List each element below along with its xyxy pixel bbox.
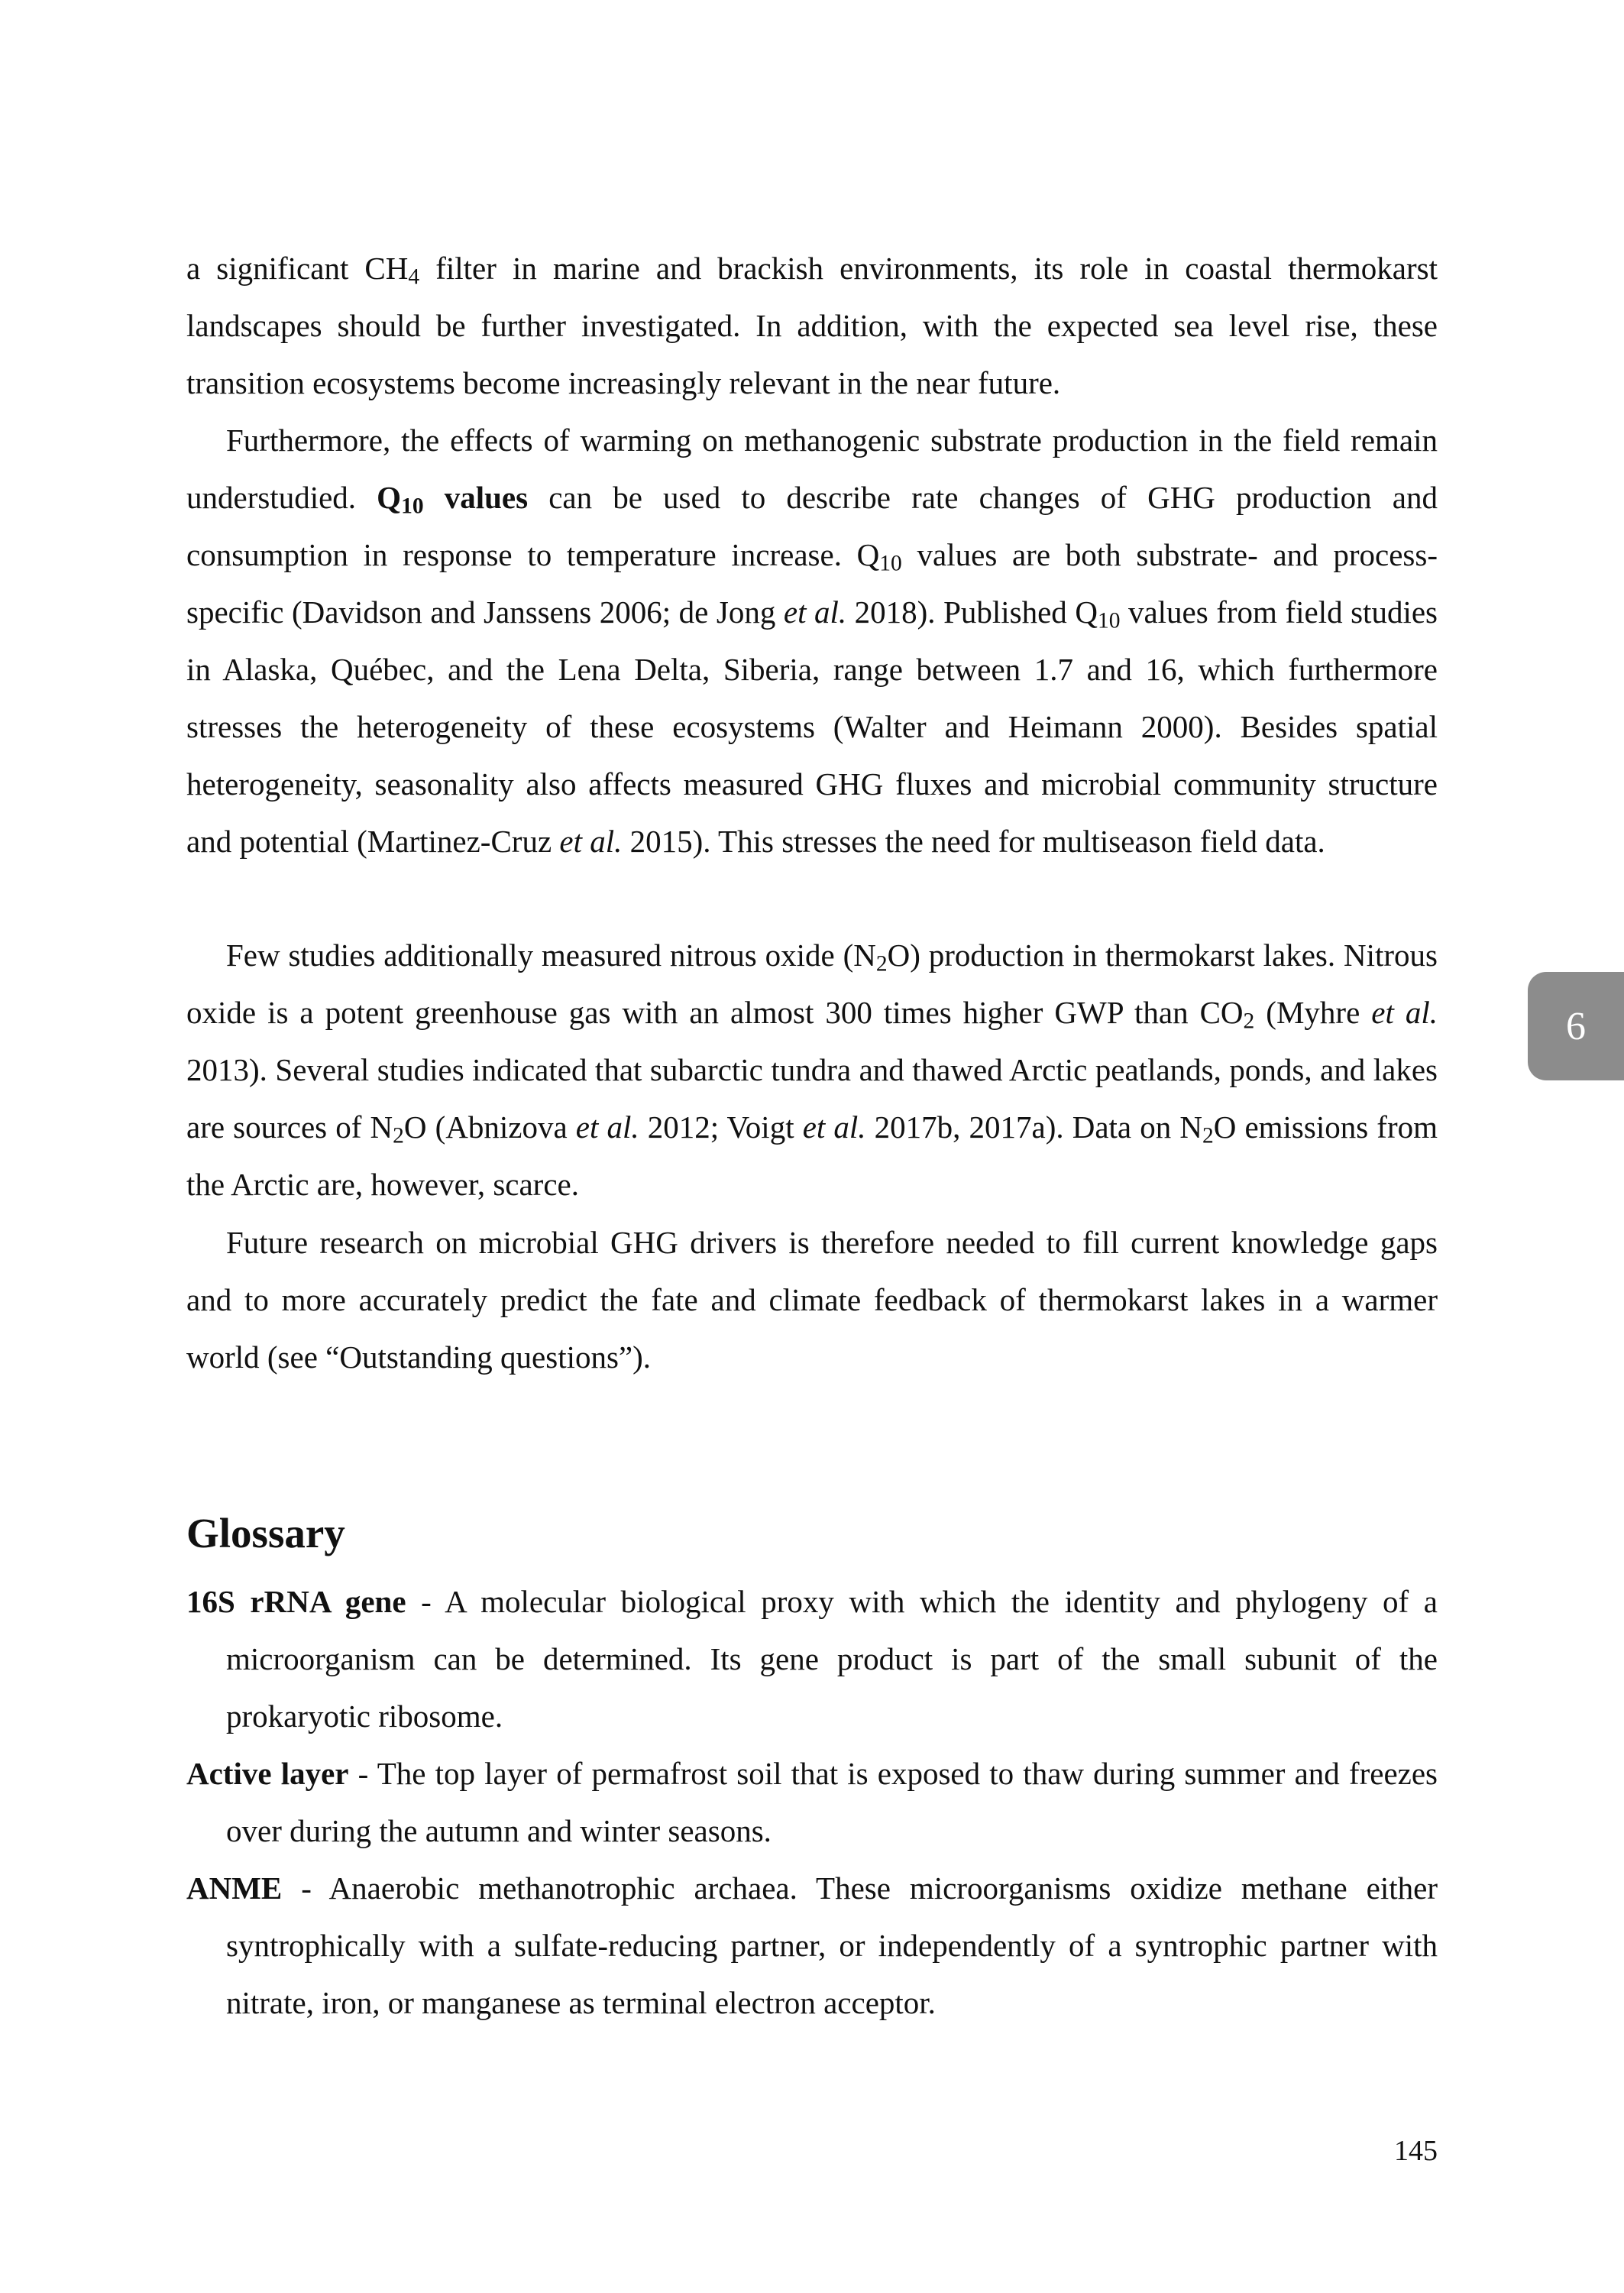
paragraph-4: Future research on microbial GHG drivers is therefore needed to fill current knowledge gaps and to more accurately predict the fate and climate feedback of thermokarst lakes in a warmer world (see “Outstanding questions”). (186, 1225, 1438, 1375)
q10-term (377, 480, 529, 519)
chapter-tab (1528, 972, 1624, 1080)
p2-text-f: 2018). Published Q (846, 594, 1098, 630)
p3-italic-f: et al. (1371, 995, 1438, 1030)
paragraph-1 (186, 240, 1438, 412)
p2-text-d: values are both substrate- and process-specific (Davidson and Janssens 2006; de Jong (186, 537, 1438, 630)
p2-text-h: values from field studies in Alaska, Québec, and the Lena Delta, Siberia, range between 1.7 and 16, which furthermore stresses the heterogeneity of these ecosystems (Walter and Heimann 2000). Besides spatial heterogeneity, seasonality also affects measured GHG fluxes and microbial community structure and potential (Martinez-Cruz (186, 594, 1438, 859)
glossary-term: ANME (186, 1870, 283, 1906)
p2-sub-c: 10 (879, 551, 902, 576)
glossary-list (186, 1573, 1438, 2032)
p3-text-c: O) production in thermokarst lakes. Nitrous oxide is a potent greenhouse gas with an almost 300 times higher GWP than CO (186, 938, 1438, 1030)
paragraph-3 (186, 927, 1438, 1213)
glossary-entry-16s (186, 1573, 1438, 1745)
p3-italic-j: et al. (575, 1109, 639, 1145)
p2-sub-g: 10 (1097, 608, 1121, 633)
p2-italic-e: et al. (783, 594, 847, 630)
p3-italic-l: et al. (802, 1109, 866, 1145)
p3-text-k: 2012; Voigt (639, 1109, 803, 1145)
paragraph-2-block (186, 412, 1438, 870)
p3-text-g: 2013). Several studies indicated that subarctic tundra and thawed Arctic peatlands, ponds, and lakes are sources of N (186, 1052, 1438, 1145)
glossary-heading: Glossary (186, 1510, 345, 1556)
chapter-number: 6 (1566, 1004, 1586, 1048)
paragraph-3-block (186, 927, 1438, 1213)
paragraph-2 (186, 412, 1438, 870)
glossary-entry-active-layer (186, 1745, 1438, 1860)
glossary-definition: - A molecular biological proxy with which the identity and phylogeny of a microorganism can be determined. Its gene product is part of the small subunit of the prokaryotic ribosome. (226, 1584, 1438, 1734)
q10-term-sub: 10 (401, 494, 424, 519)
glossary-term: 16S rRNA gene (186, 1584, 406, 1619)
p3-sub-n: 2 (1202, 1123, 1214, 1148)
p3-text-i: O (Abnizova (403, 1109, 576, 1145)
p3-text-m: 2017b, 2017a). Data on N (865, 1109, 1202, 1145)
p3-sub-h: 2 (393, 1123, 404, 1148)
p1-text-c: filter in marine and brackish environments, its role in coastal thermokarst landscapes should be further investigated. In addition, with the expected sea level rise, these transition ecosystems become increasingly relevant in the near future. (186, 251, 1438, 400)
p1-subscript: 4 (408, 264, 420, 290)
page-number: 145 (1394, 2135, 1438, 2167)
p3-sub-d: 2 (1243, 1009, 1255, 1034)
glossary-definition: - Anaerobic methanotrophic archaea. These microorganisms oxidize methane either syntrophically with a sulfate-reducing partner, or independently of a syntrophic partner with nitrate, iron, or manganese as terminal electron acceptor. (226, 1870, 1438, 2020)
p1-text-a: a significant CH (186, 251, 409, 286)
paragraph-4-block (186, 1214, 1438, 1386)
glossary-term: Active layer (186, 1756, 349, 1791)
p2-italic-i: et al. (559, 824, 623, 859)
glossary-definition: - The top layer of permafrost soil that is exposed to thaw during summer and freezes over during the autumn and winter seasons. (226, 1756, 1438, 1848)
p3-sub-b: 2 (875, 951, 888, 976)
p3-text-o: O emissions from the Arctic are, however, scarce. (186, 1109, 1438, 1202)
p2-text-a: Furthermore, the effects of warming on methanogenic substrate production in the field remain understudied. (186, 423, 1438, 515)
p2-text-b: can be used to describe rate changes of GHG production and consumption in response to temperature increase. Q (186, 480, 1438, 572)
paragraph-1-block (186, 240, 1438, 412)
q10-term-q: Q (377, 480, 402, 515)
p3-text-e: (Myhre (1254, 995, 1372, 1030)
p3-text-a: Few studies additionally measured nitrous oxide (N (226, 938, 876, 973)
q10-term-values: values (423, 480, 529, 515)
p2-text-j: 2015). This stresses the need for multiseason field data. (622, 824, 1325, 859)
glossary-entry-anme (186, 1860, 1438, 2032)
